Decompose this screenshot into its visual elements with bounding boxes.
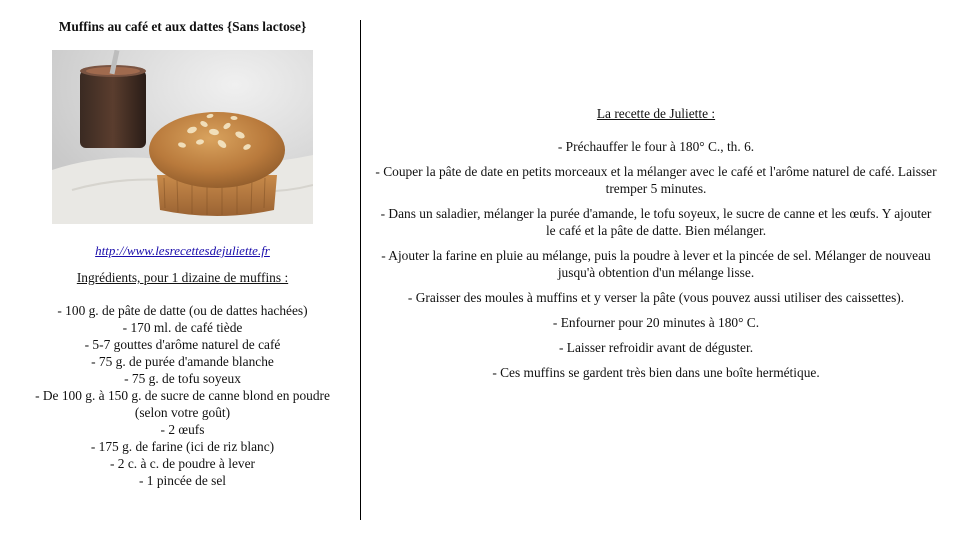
- recipe-step: - Dans un saladier, mélanger la purée d'amande, le tofu soyeux, le sucre de canne et les œufs. Y ajouter le café et la pâte de datte. Bien mélanger.: [380, 206, 932, 238]
- muffin-photo: [52, 50, 313, 224]
- ingredient-item: - De 100 g. à 150 g. de sucre de canne blond en poudre (selon votre goût): [35, 388, 330, 420]
- recipe-title: Muffins au café et aux dattes {Sans lactose}: [58, 19, 307, 34]
- website-link[interactable]: http://www.lesrecettesdejuliette.fr: [95, 243, 270, 258]
- ingredient-item: - 2 œufs: [160, 422, 205, 437]
- recipe-step: - Ces muffins se gardent très bien dans une boîte hermétique.: [492, 365, 820, 380]
- ingredient-item: - 75 g. de purée d'amande blanche: [91, 354, 274, 369]
- recipe-step: - Laisser refroidir avant de déguster.: [558, 340, 754, 355]
- muffin-photo-illustration: [52, 50, 313, 224]
- recipe-step: - Couper la pâte de date en petits morceaux et la mélanger avec le café et l'arôme naturel de café. Laisser tremper 5 minutes.: [375, 164, 937, 196]
- recipe-steps: [375, 138, 937, 381]
- ingredient-item: - 175 g. de farine (ici de riz blanc): [90, 439, 275, 454]
- recipe-column: [375, 105, 937, 389]
- ingredient-item: - 75 g. de tofu soyeux: [124, 371, 241, 386]
- recipe-step: - Préchauffer le four à 180° C., th. 6.: [557, 139, 755, 154]
- ingredients-list: [20, 302, 345, 489]
- ingredient-item: - 100 g. de pâte de datte (ou de dattes hachées): [57, 303, 308, 318]
- ingredient-item: - 5-7 gouttes d'arôme naturel de café: [84, 337, 281, 352]
- ingredient-item: - 170 ml. de café tiède: [122, 320, 243, 335]
- recipe-step: - Graisser des moules à muffins et y verser la pâte (vous pouvez aussi utiliser des caissettes).: [407, 290, 905, 305]
- recipe-step: - Enfourner pour 20 minutes à 180° C.: [552, 315, 760, 330]
- column-divider: [360, 20, 361, 520]
- recipe-heading: La recette de Juliette :: [596, 106, 716, 121]
- recipe-step: - Ajouter la farine en pluie au mélange, puis la poudre à lever et la pincée de sel. Mélanger de nouveau jusqu'à obtention d'un mélange lisse.: [381, 248, 931, 280]
- ingredient-item: - 2 c. à c. de poudre à lever: [110, 456, 255, 471]
- ingredient-item: - 1 pincée de sel: [139, 473, 226, 488]
- ingredients-column: [20, 18, 345, 489]
- ingredients-heading: Ingrédients, pour 1 dizaine de muffins :: [76, 270, 289, 285]
